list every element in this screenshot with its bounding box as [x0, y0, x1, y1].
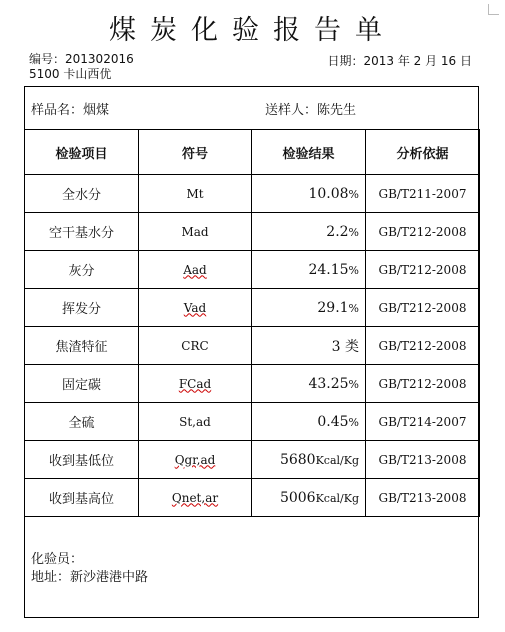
report-number-value: 201302016 [65, 52, 134, 66]
result-value: 43.25 [308, 375, 349, 392]
table-row [25, 479, 480, 517]
symbol-text: Mt [186, 186, 204, 201]
date-value: 2013 年 2 月 16 日 [363, 54, 472, 68]
standard-cell: GB/T212-2008 [366, 365, 480, 403]
result-cell [252, 365, 366, 403]
result-cell [252, 441, 366, 479]
symbol-cell [139, 365, 252, 403]
item-cell: 空干基水分 [25, 213, 139, 251]
item-cell: 全硫 [25, 403, 139, 441]
standard-cell: GB/T212-2008 [366, 327, 480, 365]
result-unit: Kcal/Kg [315, 453, 359, 467]
standard-cell: GB/T213-2008 [366, 441, 480, 479]
symbol-text: Qgr,ad [174, 452, 216, 467]
table-row [25, 251, 480, 289]
standard-cell: GB/T212-2008 [366, 289, 480, 327]
symbol-text: Aad [183, 262, 207, 277]
address-label: 地址： [31, 570, 71, 585]
result-value: 24.15 [308, 261, 349, 278]
symbol-text: CRC [181, 338, 209, 353]
result-value: 5006 [279, 489, 316, 506]
item-cell: 收到基高位 [25, 479, 139, 517]
sample-info-row [25, 87, 478, 129]
date-label: 日期： [327, 54, 364, 68]
symbol-cell [139, 441, 252, 479]
header-standard: 分析依据 [366, 130, 480, 175]
symbol-cell [139, 403, 252, 441]
report-frame [24, 86, 479, 618]
result-cell [252, 403, 366, 441]
symbol-text: Qnet,ar [171, 490, 219, 505]
symbol-text: FCad [178, 376, 212, 391]
standard-cell: GB/T211-2007 [366, 175, 480, 213]
table-row [25, 175, 480, 213]
result-value: 10.08 [308, 185, 349, 202]
result-cell [252, 289, 366, 327]
result-unit: Kcal/Kg [315, 491, 359, 505]
results-table [24, 129, 480, 517]
result-cell [252, 327, 366, 365]
result-value: 3 类 [331, 338, 359, 355]
address-line [31, 569, 148, 587]
item-cell: 全水分 [25, 175, 139, 213]
item-cell: 固定碳 [25, 365, 139, 403]
header-result: 检验结果 [252, 130, 366, 175]
header-left [29, 52, 134, 82]
table-header-row [25, 130, 480, 175]
analyst-label: 化验员： [31, 552, 84, 567]
table-row [25, 365, 480, 403]
result-unit: % [348, 415, 359, 429]
result-cell [252, 251, 366, 289]
analyst-line [31, 551, 148, 569]
sample-name-label: 样品名： [31, 102, 84, 118]
table-row [25, 441, 480, 479]
result-value: 5680 [279, 451, 316, 468]
address-value: 新沙港港中路 [70, 570, 149, 585]
symbol-cell [139, 213, 252, 251]
standard-cell: GB/T214-2007 [366, 403, 480, 441]
table-row [25, 327, 480, 365]
results-body [25, 175, 480, 517]
result-cell [252, 175, 366, 213]
item-cell: 焦渣特征 [25, 327, 139, 365]
report-number-label: 编号： [29, 52, 66, 66]
sample-name-value: 烟煤 [83, 102, 110, 118]
result-unit: % [348, 301, 359, 315]
company-name: 5100 卡山西优 [29, 67, 112, 81]
header-symbol: 符号 [139, 130, 252, 175]
sender-value: 陈先生 [317, 102, 357, 118]
symbol-cell [139, 327, 252, 365]
page-title: 煤炭化验报告单 [109, 15, 396, 46]
report-footer [31, 551, 148, 587]
symbol-text: Vad [183, 300, 207, 315]
standard-cell: GB/T212-2008 [366, 251, 480, 289]
symbol-cell [139, 251, 252, 289]
sample-sender [261, 99, 356, 118]
symbol-cell [139, 175, 252, 213]
result-value: 0.45 [317, 413, 349, 430]
result-cell [252, 213, 366, 251]
item-cell: 挥发分 [25, 289, 139, 327]
table-row [25, 289, 480, 327]
symbol-text: St,ad [179, 414, 211, 429]
standard-cell: GB/T213-2008 [366, 479, 480, 517]
result-unit: % [348, 225, 359, 239]
standard-cell: GB/T212-2008 [366, 213, 480, 251]
result-value: 2.2 [326, 223, 349, 240]
report-date [327, 52, 472, 69]
result-value: 29.1 [317, 299, 349, 316]
result-unit: % [348, 187, 359, 201]
item-cell: 收到基低位 [25, 441, 139, 479]
item-cell: 灰分 [25, 251, 139, 289]
symbol-cell [139, 479, 252, 517]
table-row [25, 213, 480, 251]
table-row [25, 403, 480, 441]
symbol-text: Mad [181, 224, 209, 239]
result-unit: % [348, 377, 359, 391]
result-unit: % [348, 263, 359, 277]
result-cell [252, 479, 366, 517]
sample-name [25, 99, 261, 118]
sender-label: 送样人： [265, 102, 318, 118]
symbol-cell [139, 289, 252, 327]
header-item: 检验项目 [25, 130, 139, 175]
report-number [29, 52, 134, 67]
